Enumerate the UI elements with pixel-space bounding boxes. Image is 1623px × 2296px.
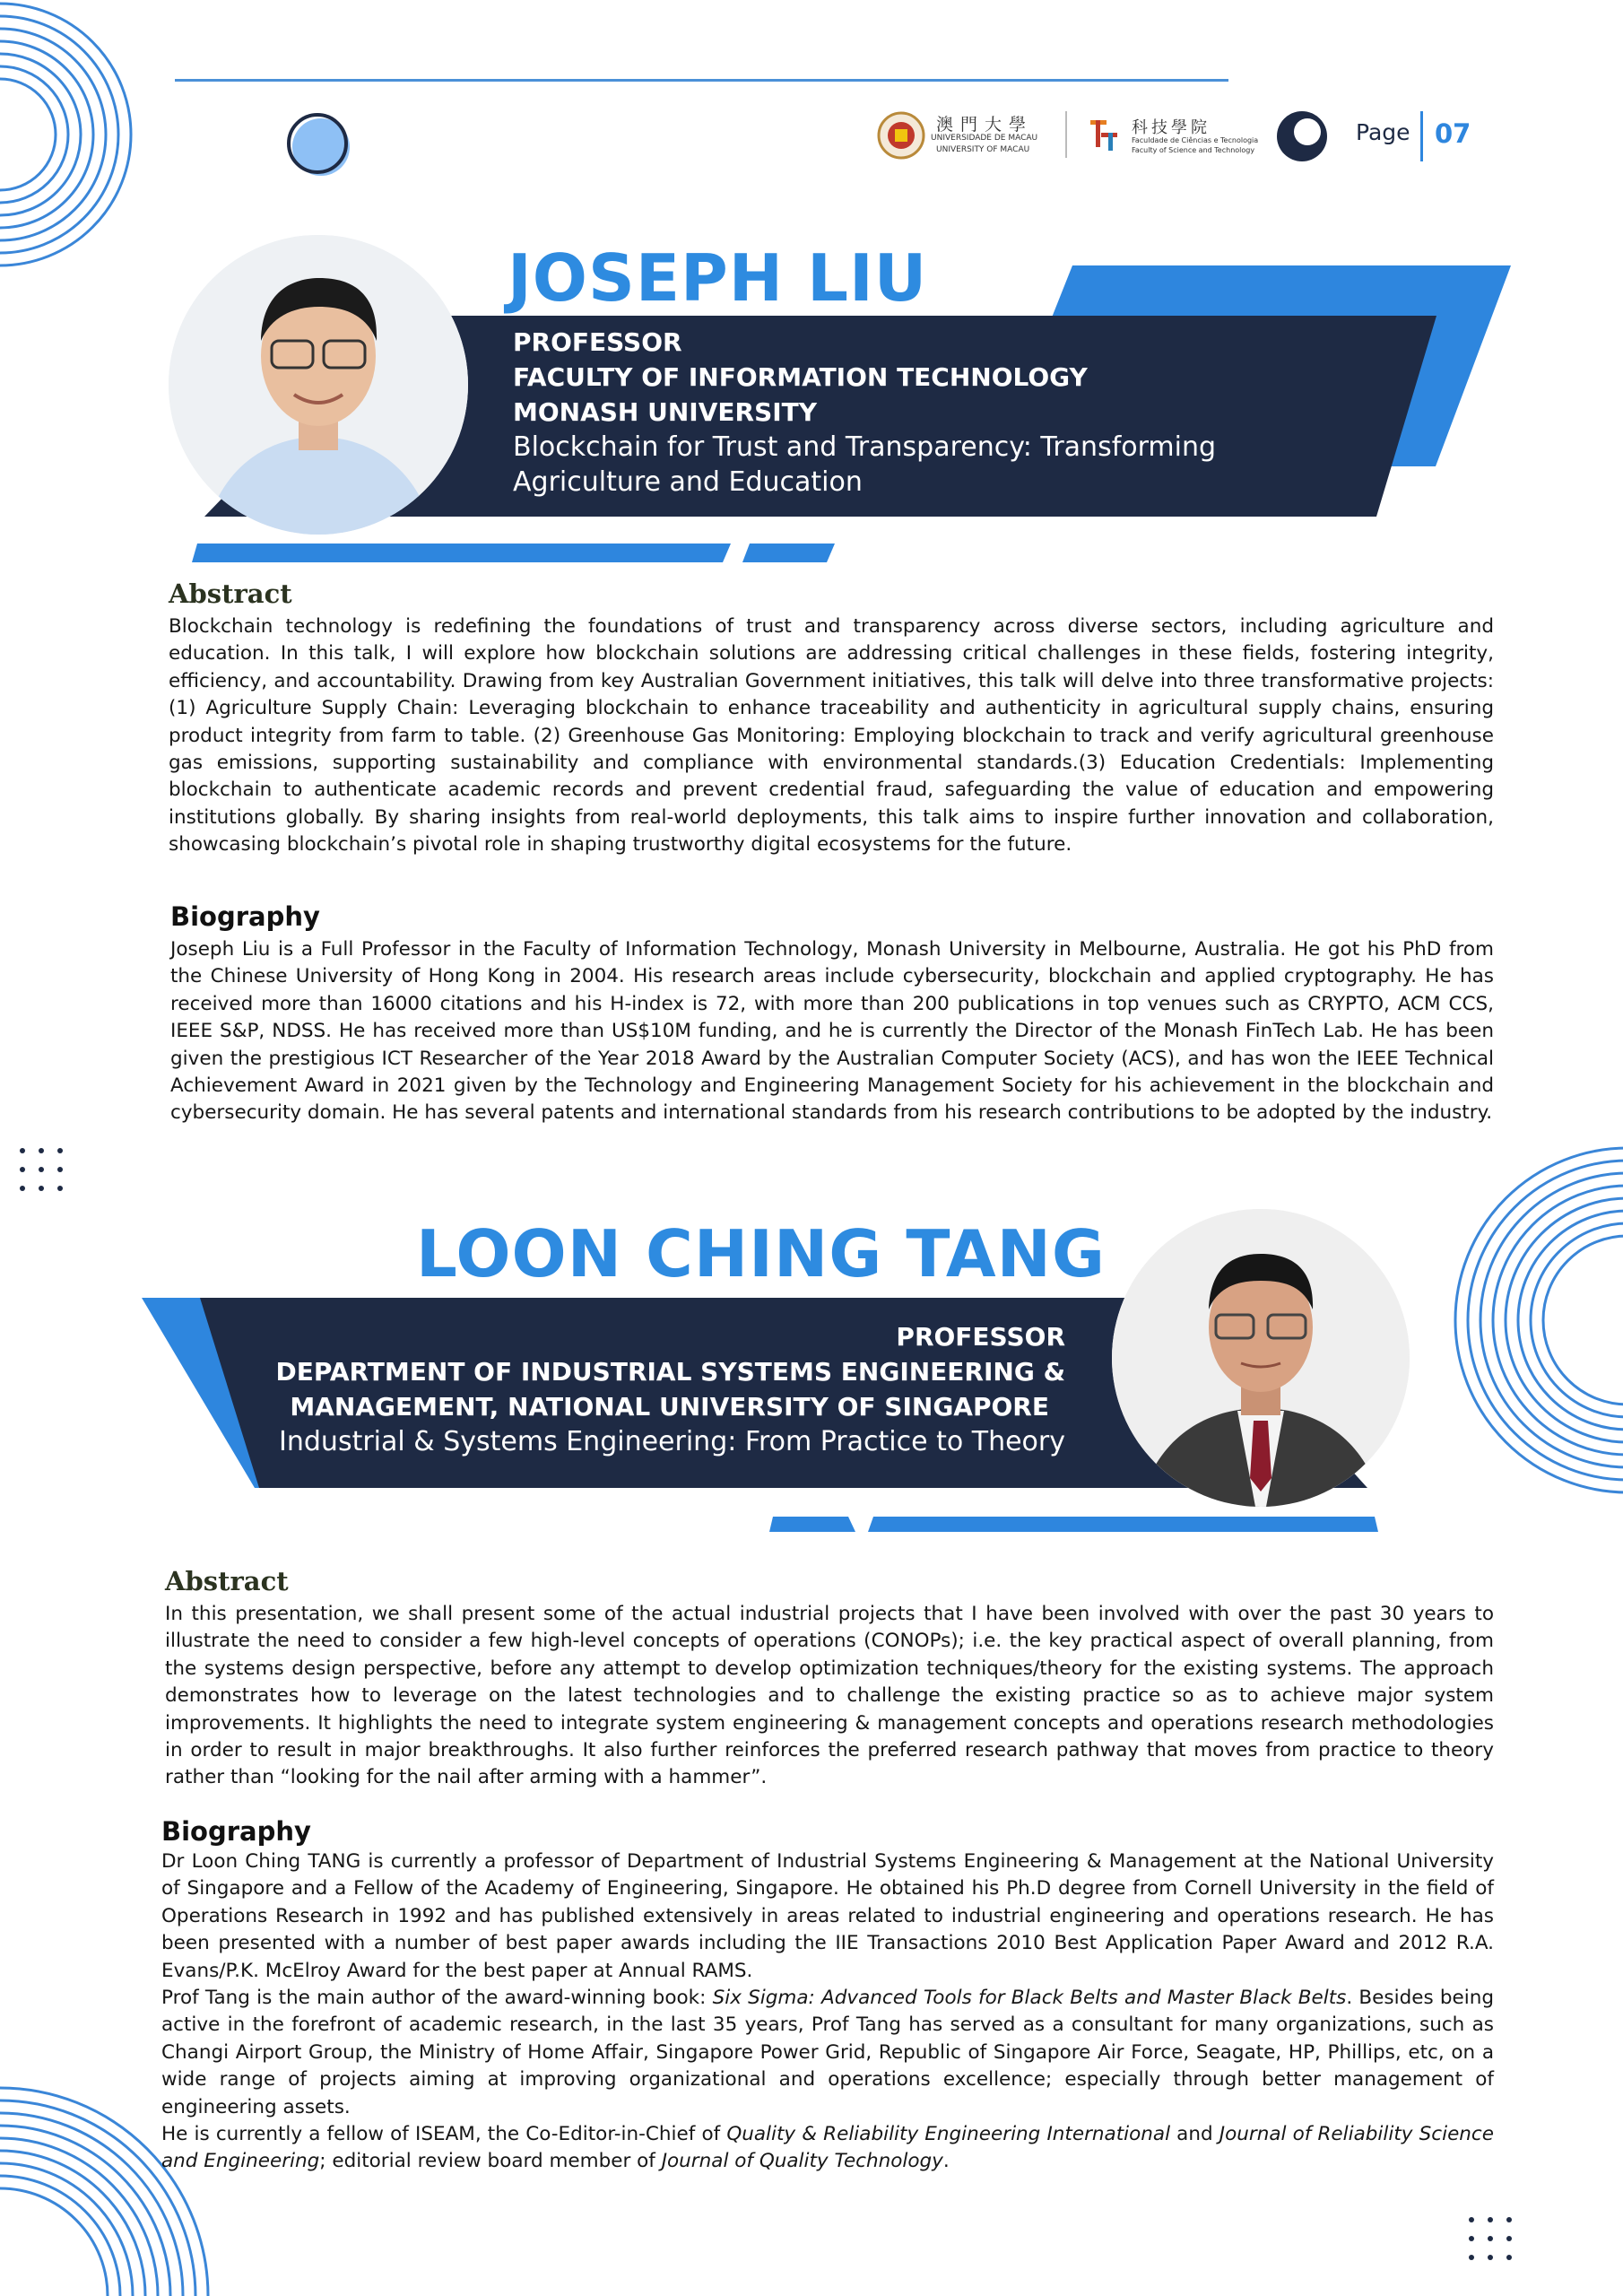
speaker1-university: MONASH UNIVERSITY	[513, 397, 818, 427]
bio-text: .	[942, 2150, 950, 2173]
bio-text: Prof Tang is the main author of the award-winning book:	[161, 1987, 713, 2010]
speaker2-abstract-heading: Abstract	[165, 1566, 289, 1596]
speaker2-abstract-text: In this presentation, we shall present some of the actual industrial projects that I have been involved with over the past 30 years to illustrate the need to consider a few high-level concepts of operations (CONOPs); i.e. the key practical aspect of overall planning, from the systems design perspective, before any attempt to develop optimization techniques/theory for the existing systems. The approach demonstrates how to leverage on the latest technologies and to challenge the existing practice so as to achieve major system improvements. It highlights the need to integrate system engineering & management concepts and operations research methodologies in order to result in major breakthroughs. It also further reinforces the preferred research pathway that moves from practice to theory rather than “looking for the nail after arming with a hammer”.	[165, 1603, 1494, 1789]
bio-text: ; editorial review board member of	[319, 2150, 662, 2173]
speaker1-talk-title-line1: Blockchain for Trust and Transparency: Transforming	[513, 431, 1217, 463]
speaker2-bio-paragraph-3	[161, 2121, 1494, 2176]
fst-english-name: Faculty of Science and Technology	[1132, 146, 1255, 154]
speaker2-name: LOON CHING TANG	[416, 1216, 1106, 1292]
speaker2-talk-title: Industrial & Systems Engineering: From Practice to Theory	[279, 1426, 1065, 1457]
fst-portuguese-name: Faculdade de Ciências e Tecnologia	[1132, 136, 1259, 144]
speaker1-title: PROFESSOR	[513, 327, 682, 357]
speaker2-details	[260, 1319, 1065, 1459]
page-number: 07	[1435, 118, 1471, 149]
speaker1-talk-title-line2: Agriculture and Education	[513, 466, 863, 498]
page-label: Page	[1356, 119, 1410, 145]
speaker2-bio-paragraph-2	[161, 1985, 1494, 2121]
um-english-name: UNIVERSITY OF MACAU	[936, 145, 1030, 154]
um-portuguese-name: UNIVERSIDADE DE MACAU	[931, 134, 1038, 143]
bio-text: He is currently a fellow of ISEAM, the Co-Editor-in-Chief of	[161, 2123, 727, 2146]
speaker1-details	[513, 325, 1216, 500]
speaker2-bio-paragraph-1: Dr Loon Ching TANG is currently a professor of Department of Industrial Systems Engineering & Management at the National University of Singapore and a Fellow of the Academy of Engineering, Singapore. He obtained his Ph.D degree from Cornell University in the field of Operations Research in 1992 and has published extensively in areas related to industrial engineering and operations research. He has been presented with a number of best paper awards including the IIE Transactions 2010 Best Application Paper Award and 2012 R.A. Evans/P.K. McElroy Award for the best paper at Annual RAMS.	[161, 1850, 1494, 1982]
loon-ching-tang-photo	[1112, 1209, 1410, 1507]
bio-text: and	[1170, 2123, 1219, 2146]
dot-grid-bottom-right	[1469, 2217, 1523, 2271]
speaker1-abstract-heading: Abstract	[169, 578, 292, 609]
speaker1-biography-text: Joseph Liu is a Full Professor in the Faculty of Information Technology, Monash University in Melbourne, Australia. He got his PhD from the Chinese University of Hong Kong in 2004. His research areas include cybersecurity, blockchain and applied cryptography. He has received more than 16000 citations and his H-index is 72, with more than 200 publications in top venues such as CRYPTO, ACM CCS, IEEE S&P, NDSS. He has received more than US$10M funding, and he is currently the Director of the Monash FinTech Lab. He has been given the prestigious ICT Researcher of the Year 2018 Award by the Australian Computer Society (ACS), and has won the IEEE Technical Achievement Award in 2021 given by the Technology and Engineering Management Society for his achievement in the blockchain and cybersecurity domain. He has several patents and international standards from his research contributions to be adopted by the industry.	[170, 938, 1494, 1125]
um-chinese-name: 澳門大學	[936, 115, 1034, 135]
speaker2-department-line2: MANAGEMENT, NATIONAL UNIVERSITY OF SINGAPORE	[290, 1392, 1049, 1422]
journal-title: Journal of Quality Technology	[661, 2150, 943, 2173]
speaker1-faculty: FACULTY OF INFORMATION TECHNOLOGY	[513, 362, 1088, 392]
journal-title: Journal of Reliability Science and Engineering	[161, 2123, 1494, 2173]
speaker2-title: PROFESSOR	[896, 1322, 1065, 1352]
book-title: Six Sigma: Advanced Tools for Black Belts and Master Black Belts	[712, 1987, 1347, 2010]
journal-title: Quality & Reliability Engineering International	[726, 2123, 1171, 2146]
fst-chinese-name: 科技學院	[1132, 118, 1211, 137]
joseph-liu-photo	[169, 235, 468, 535]
bio-text: . Besides being active in the forefront of academic research, in the last 35 years, Prof Tang has served as a consultant for many organizations, such as Changi Airport Group, the Ministry of Home Affair, Singapore Power Grid, Republic of Singapore Air Force, Seagate, HP, Phillips, etc, on a wide range of projects aiming at improving organizational and operations excellence; especially through better management of engineering assets.	[161, 1987, 1495, 2118]
speaker2-biography-heading: Biography	[161, 1816, 311, 1847]
speaker2-biography-text	[161, 1848, 1494, 2176]
speaker1-name: JOSEPH LIU	[508, 240, 928, 316]
dot-grid-left	[20, 1148, 74, 1202]
speaker1-abstract-text: Blockchain technology is redefining the foundations of trust and transparency across diverse sectors, including agriculture and education. In this talk, I will explore how blockchain solutions are addressing critical challenges in these fields, fostering integrity, efficiency, and accountability. Drawing from key Australian Government initiatives, this talk will delve into three transformative projects: (1) Agriculture Supply Chain: Leveraging blockchain to enhance traceability and authenticity in agricultural supply chains, ensuring product integrity from farm to table. (2) Greenhouse Gas Monitoring: Employing blockchain to track and verify agricultural greenhouse gas emissions, supporting sustainability and compliance with environmental standards.(3) Education Credentials: Implementing blockchain to authenticate academic records and prevent credential fraud, safeguarding the value of education and empowering institutions globally. By sharing insights from real-world deployments, this talk aims to inspire further innovation and collaboration, showcasing blockchain’s pivotal role in shaping trustworthy digital ecosystems for the future.	[169, 615, 1494, 857]
speaker2-department-line1: DEPARTMENT OF INDUSTRIAL SYSTEMS ENGINEERING &	[275, 1357, 1065, 1387]
speaker1-biography-heading: Biography	[170, 901, 320, 932]
